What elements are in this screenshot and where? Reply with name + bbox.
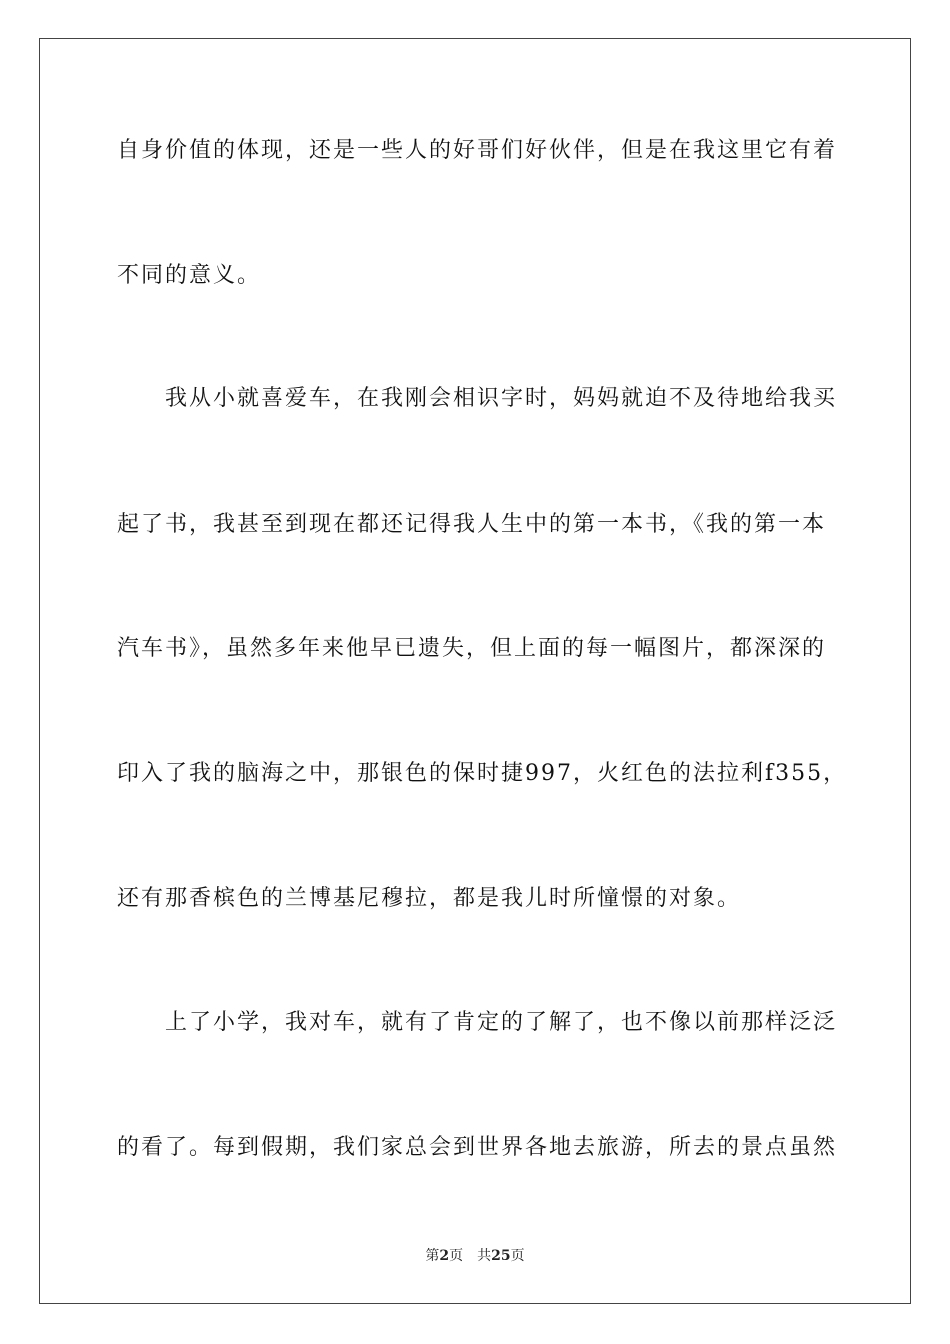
paragraph-line-2: 不同的意义。 <box>117 263 262 288</box>
paragraph-line-6: 印入了我的脑海之中，那银色的保时捷997，火红色的法拉利f355， <box>117 761 848 786</box>
footer-page-prefix: 第 <box>425 1248 440 1264</box>
page-footer <box>0 1247 950 1265</box>
footer-page-suffix: 页 <box>449 1248 464 1264</box>
footer-total-suffix: 页 <box>510 1248 525 1264</box>
paragraph-line-5: 汽车书》，虽然多年来他早已遗失，但上面的每一幅图片，都深深的 <box>117 636 827 661</box>
footer-page-number: 2 <box>439 1248 450 1264</box>
footer-total-pages: 25 <box>491 1248 511 1264</box>
paragraph-line-8: 上了小学，我对车，就有了肯定的了解了，也不像以前那样泛泛 <box>165 1010 838 1035</box>
paragraph-line-9: 的看了。每到假期，我们家总会到世界各地去旅游，所去的景点虽然 <box>117 1135 838 1160</box>
page-border <box>39 38 911 1304</box>
paragraph-line-7: 还有那香槟色的兰博基尼穆拉，都是我儿时所憧憬的对象。 <box>117 886 742 911</box>
paragraph-line-3: 我从小就喜爱车，在我刚会相识字时，妈妈就迫不及待地给我买 <box>165 386 838 411</box>
footer-total-prefix: 共 <box>477 1248 492 1264</box>
paragraph-line-4: 起了书，我甚至到现在都还记得我人生中的第一本书，《我的第一本 <box>117 512 827 537</box>
paragraph-line-1: 自身价值的体现，还是一些人的好哥们好伙伴，但是在我这里它有着 <box>117 138 838 163</box>
